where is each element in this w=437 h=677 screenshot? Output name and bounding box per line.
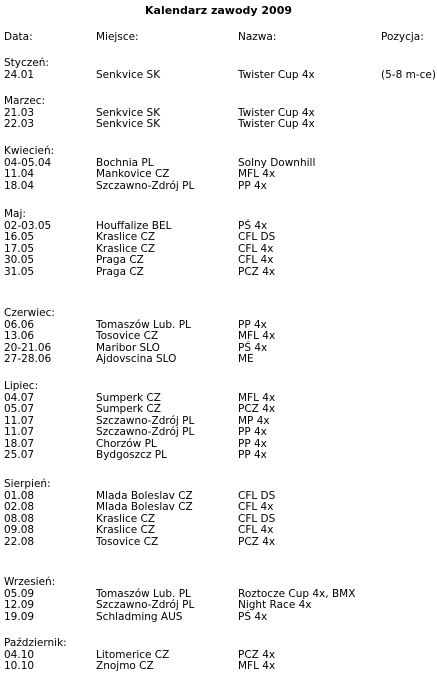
event-name: PCZ 4x — [238, 535, 276, 548]
event-place: Tomaszów Lub. PL — [96, 587, 191, 600]
event-date: 08.08 — [4, 512, 35, 525]
header-name: Nazwa: — [238, 31, 277, 43]
event-place: Szczawno-Zdrój PL — [96, 599, 195, 612]
event-place: Houffalize BEL — [96, 219, 172, 232]
month-label: Wrzesień: — [4, 576, 56, 588]
header-place: Miejsce: — [96, 31, 139, 43]
event-row — [0, 342, 437, 354]
event-place: Kraslice CZ — [96, 242, 156, 255]
month-heading — [0, 637, 437, 649]
event-date: 05.07 — [4, 403, 35, 416]
month-heading — [0, 57, 437, 69]
event-row — [0, 438, 437, 450]
event-name: PP 4x — [238, 449, 267, 462]
event-row — [0, 266, 437, 278]
event-row — [0, 426, 437, 438]
event-name: CFL 4x — [238, 254, 274, 267]
event-date: 21.03 — [4, 106, 35, 119]
event-row — [0, 649, 437, 661]
event-date: 31.05 — [4, 265, 35, 278]
event-row — [0, 231, 437, 243]
event-row — [0, 524, 437, 536]
event-place: Senkvice SK — [96, 68, 161, 81]
event-row — [0, 403, 437, 415]
month-label: Październik: — [4, 637, 67, 649]
month-label: Lipiec: — [4, 380, 39, 392]
event-name: PCZ 4x — [238, 403, 276, 416]
event-place: Sumperk CZ — [96, 403, 161, 416]
event-place: Szczawno-Zdrój PL — [96, 426, 195, 439]
event-place: Praga CZ — [96, 254, 144, 267]
event-date: 25.07 — [4, 449, 35, 462]
event-name: PCZ 4x — [238, 265, 276, 278]
event-date: 02-03.05 — [4, 219, 52, 232]
event-row — [0, 157, 437, 169]
event-name: MP 4x — [238, 414, 270, 427]
event-date: 20-21.06 — [4, 341, 52, 354]
event-name: PP 4x — [238, 179, 267, 192]
event-place: Znojmo CZ — [96, 660, 154, 673]
event-row — [0, 353, 437, 365]
month-heading — [0, 95, 437, 107]
event-row — [0, 254, 437, 266]
event-date: 05.09 — [4, 587, 35, 600]
event-place: Kraslice CZ — [96, 231, 156, 244]
event-date: 24.01 — [4, 68, 35, 81]
event-row — [0, 69, 437, 81]
event-row — [0, 118, 437, 130]
event-date: 30.05 — [4, 254, 35, 267]
event-row — [0, 392, 437, 404]
event-row — [0, 599, 437, 611]
event-place: Bydgoszcz PL — [96, 449, 167, 462]
event-row — [0, 449, 437, 461]
month-label: Maj: — [4, 208, 26, 220]
event-name: MFL 4x — [238, 330, 276, 343]
event-place: Kraslice CZ — [96, 512, 156, 525]
event-date: 18.04 — [4, 179, 35, 192]
month-heading — [0, 478, 437, 490]
month-heading — [0, 145, 437, 157]
event-row — [0, 220, 437, 232]
event-row — [0, 319, 437, 331]
event-date: 17.05 — [4, 242, 35, 255]
event-name: Night Race 4x — [238, 599, 312, 612]
month-heading — [0, 380, 437, 392]
event-row — [0, 660, 437, 672]
event-date: 18.07 — [4, 437, 35, 450]
event-place: Kraslice CZ — [96, 524, 156, 537]
event-place: Senkvice SK — [96, 118, 161, 131]
event-name: ME — [238, 353, 254, 366]
event-name: CFL DS — [238, 231, 276, 244]
event-date: 16.05 — [4, 231, 35, 244]
event-place: Bochnia PL — [96, 156, 154, 169]
event-place: Tomaszów Lub. PL — [96, 318, 191, 331]
event-row — [0, 330, 437, 342]
event-row — [0, 536, 437, 548]
event-name: PŚ 4x — [238, 610, 268, 623]
event-row — [0, 243, 437, 255]
event-name: CFL DS — [238, 512, 276, 525]
event-name: PP 4x — [238, 437, 267, 450]
event-date: 11.07 — [4, 414, 35, 427]
month-heading — [0, 576, 437, 588]
event-row — [0, 107, 437, 119]
event-date: 02.08 — [4, 501, 35, 514]
event-place: Tosovice CZ — [96, 535, 159, 548]
event-place: Praga CZ — [96, 265, 144, 278]
event-row — [0, 180, 437, 192]
event-row — [0, 501, 437, 513]
event-date: 11.04 — [4, 168, 35, 181]
month-label: Marzec: — [4, 95, 46, 107]
event-date: 06.06 — [4, 318, 35, 331]
event-date: 11.07 — [4, 426, 35, 439]
event-place: Chorzów PL — [96, 437, 157, 450]
month-label: Kwiecień: — [4, 145, 55, 157]
event-name: CFL 4x — [238, 501, 274, 514]
event-date: 12.09 — [4, 599, 35, 612]
event-row — [0, 588, 437, 600]
event-name: PŚ 4x — [238, 219, 268, 232]
page-title: Kalendarz zawody 2009 — [145, 4, 292, 17]
event-name: Solny Downhill — [238, 156, 316, 169]
event-name: MFL 4x — [238, 660, 276, 673]
event-name: CFL 4x — [238, 524, 274, 537]
event-name: CFL DS — [238, 489, 276, 502]
event-name: PP 4x — [238, 318, 267, 331]
event-date: 01.08 — [4, 489, 35, 502]
event-place: Schladming AUS — [96, 610, 183, 623]
header-row — [0, 31, 437, 43]
event-name: Roztocze Cup 4x, BMX — [238, 587, 356, 600]
event-name: PCZ 4x — [238, 648, 276, 661]
month-label: Czerwiec: — [4, 307, 55, 319]
event-row — [0, 168, 437, 180]
event-date: 09.08 — [4, 524, 35, 537]
event-date: 13.06 — [4, 330, 35, 343]
header-date: Data: — [4, 31, 33, 43]
event-name: Twister Cup 4x — [238, 106, 315, 119]
event-place: Litomerice CZ — [96, 648, 170, 661]
event-date: 19.09 — [4, 610, 35, 623]
event-place: Tosovice CZ — [96, 330, 159, 343]
event-position: (5-8 m-ce) — [381, 68, 436, 81]
month-heading — [0, 307, 437, 319]
event-name: Twister Cup 4x — [238, 118, 315, 131]
event-place: Maribor SLO — [96, 341, 160, 354]
event-place: Sumperk CZ — [96, 391, 161, 404]
month-label: Sierpień: — [4, 478, 51, 490]
event-place: Szczawno-Zdrój PL — [96, 414, 195, 427]
event-place: Mankovice CZ — [96, 168, 170, 181]
event-row — [0, 490, 437, 502]
event-date: 10.10 — [4, 660, 35, 673]
event-row — [0, 513, 437, 525]
event-name: PP 4x — [238, 426, 267, 439]
event-date: 22.03 — [4, 118, 35, 131]
event-date: 04.07 — [4, 391, 35, 404]
event-date: 22.08 — [4, 535, 35, 548]
event-date: 27-28.06 — [4, 353, 52, 366]
event-name: MFL 4x — [238, 168, 276, 181]
header-position: Pozycja: — [381, 31, 424, 43]
event-date: 04.10 — [4, 648, 35, 661]
event-row — [0, 611, 437, 623]
event-name: CFL 4x — [238, 242, 274, 255]
month-label: Styczeń: — [4, 57, 49, 69]
event-name: Twister Cup 4x — [238, 68, 315, 81]
month-heading — [0, 208, 437, 220]
event-name: PŚ 4x — [238, 341, 268, 354]
event-place: Szczawno-Zdrój PL — [96, 179, 195, 192]
event-date: 04-05.04 — [4, 156, 52, 169]
event-place: Senkvice SK — [96, 106, 161, 119]
event-name: MFL 4x — [238, 391, 276, 404]
event-place: Ajdovscina SLO — [96, 353, 177, 366]
event-place: Mlada Boleslav CZ — [96, 489, 193, 502]
event-place: Mlada Boleslav CZ — [96, 501, 193, 514]
event-row — [0, 415, 437, 427]
